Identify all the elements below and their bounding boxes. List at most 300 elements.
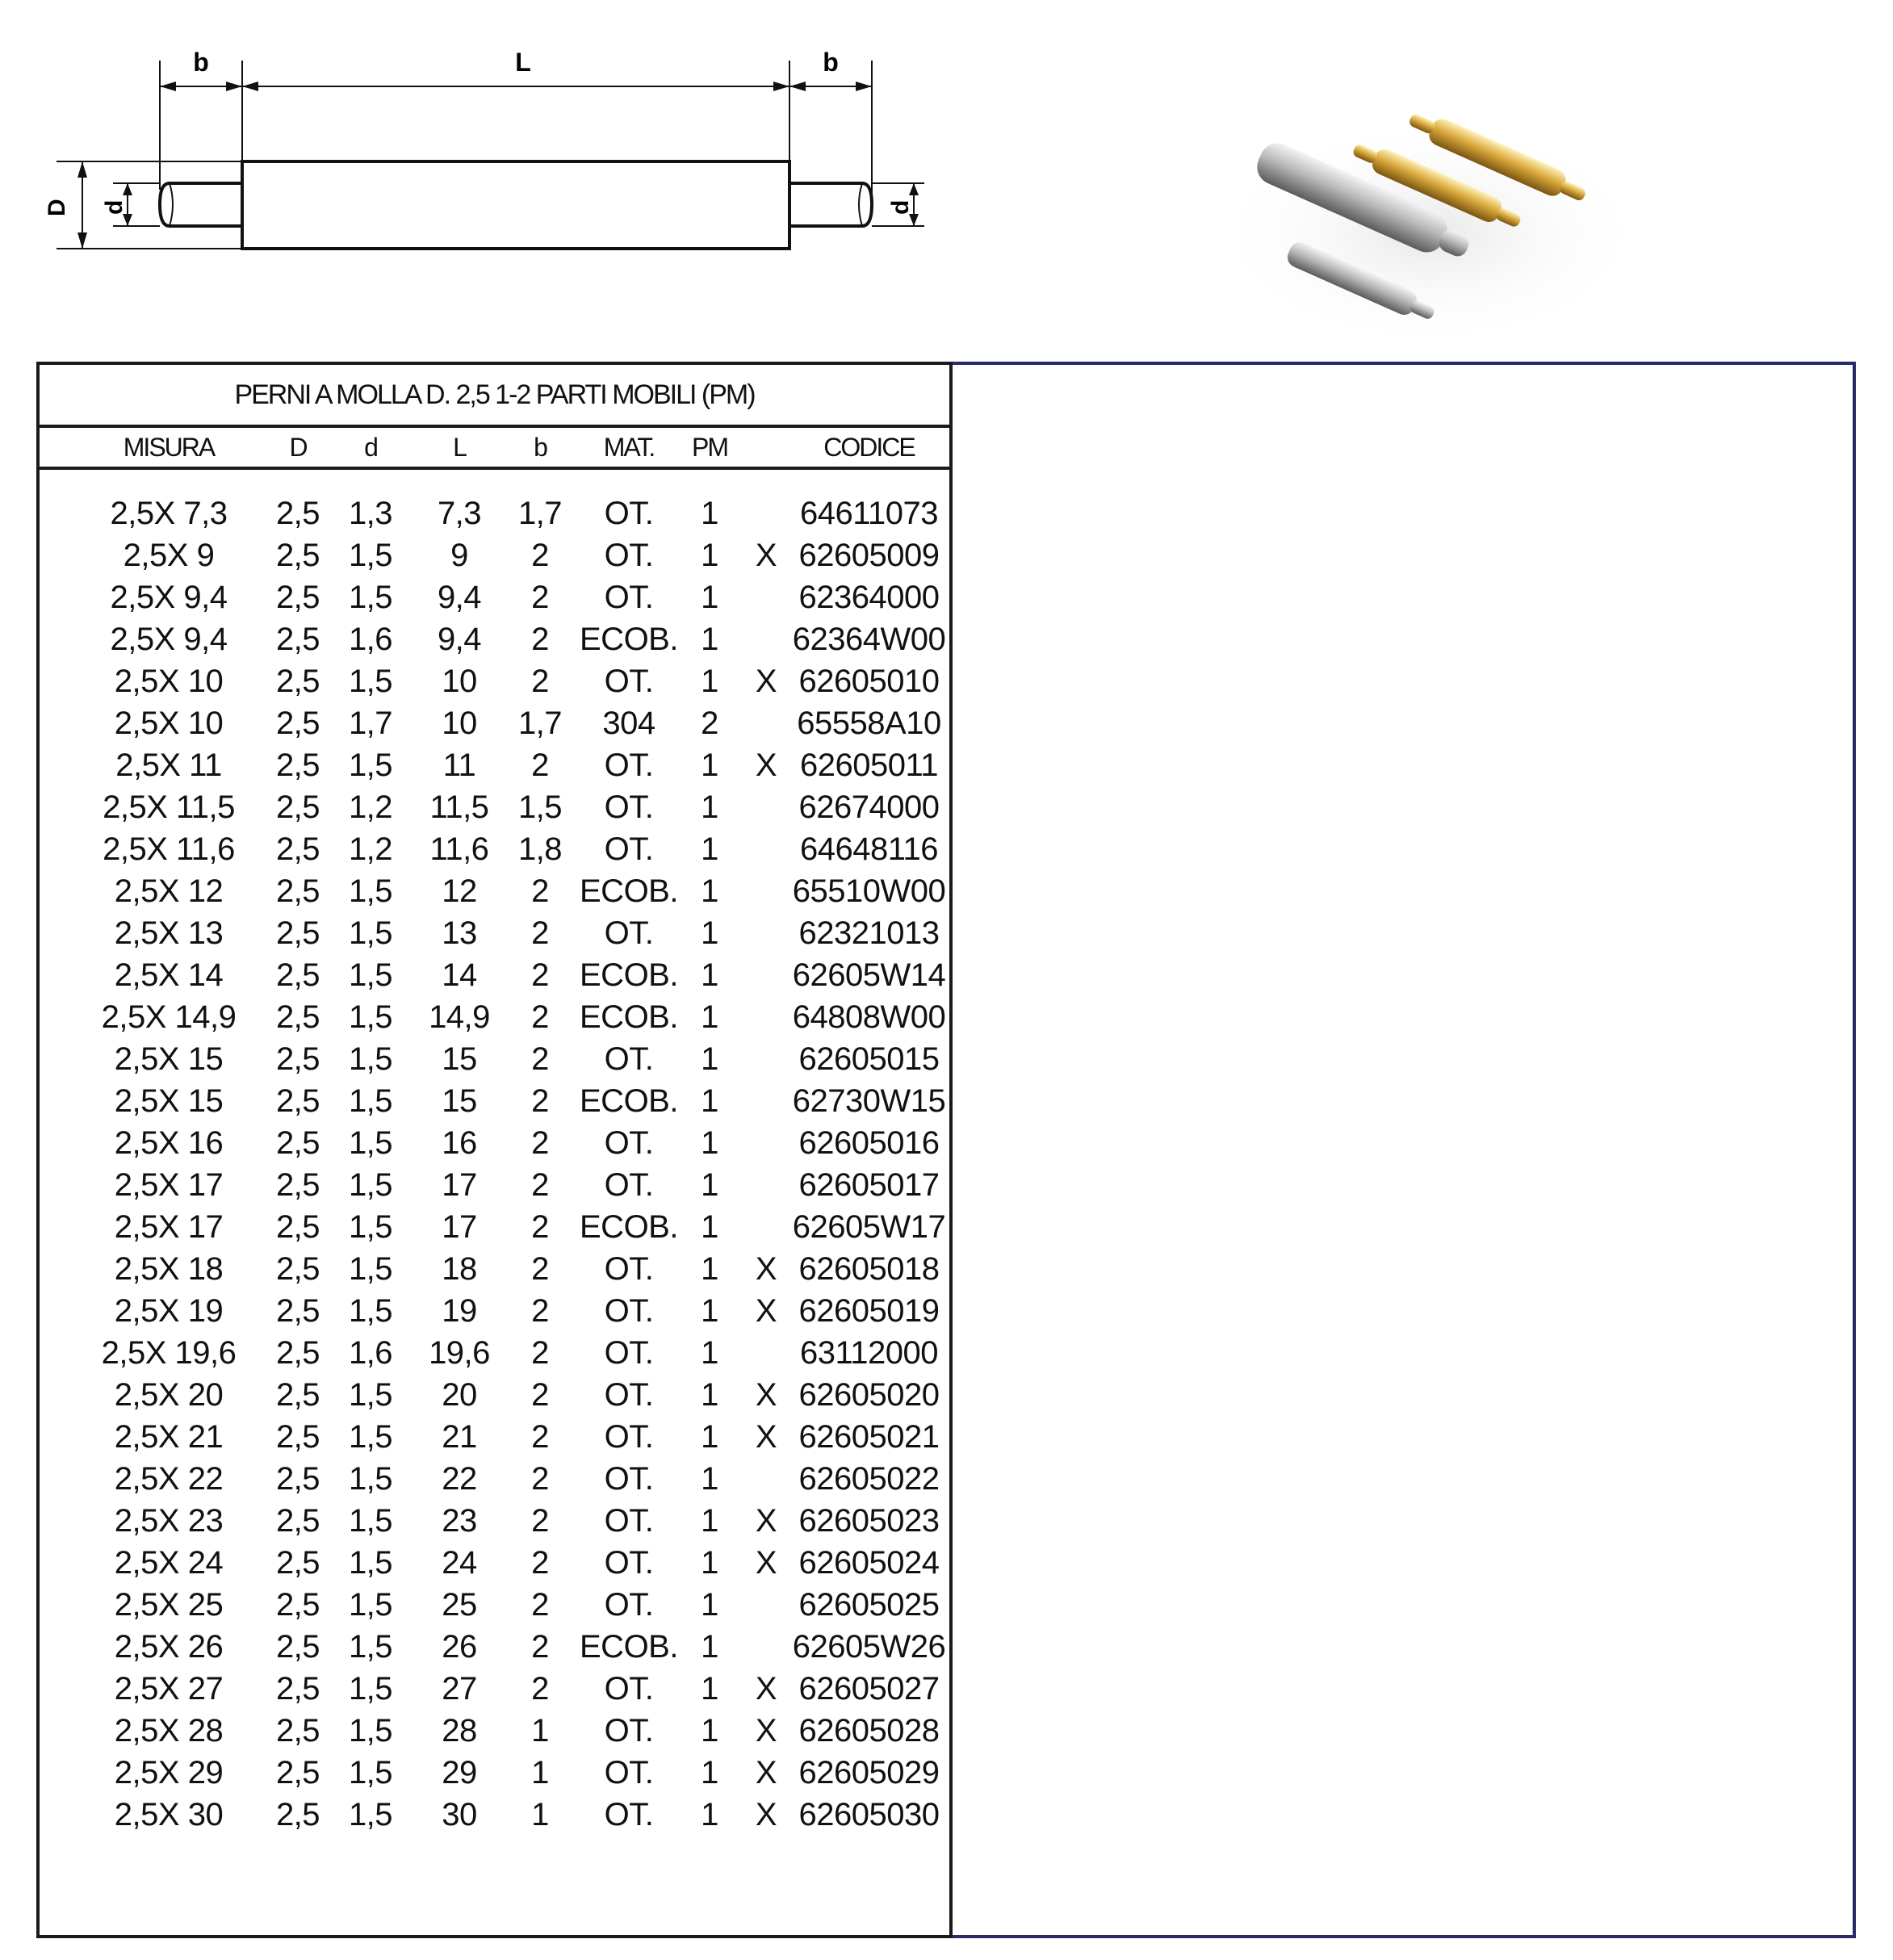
spring-bars-photo (1211, 97, 1663, 363)
cell-D: 2,5 (275, 1167, 320, 1203)
cell-mat: OT. (604, 496, 654, 531)
cell-x-mark: X (755, 1713, 777, 1749)
cell-D: 2,5 (275, 999, 320, 1035)
table-row (40, 1418, 949, 1460)
table-row (40, 1292, 949, 1334)
cell-D: 2,5 (275, 1251, 320, 1287)
table-row (40, 536, 949, 578)
cell-L: 27 (442, 1671, 477, 1707)
cell-codice: 62605027 (798, 1671, 940, 1707)
cell-misura: 2,5X 27 (114, 1671, 224, 1707)
cell-b: 2 (531, 748, 549, 783)
cell-x-mark: X (755, 1377, 777, 1413)
cell-mat: OT. (604, 1587, 654, 1623)
cell-D: 2,5 (275, 1083, 320, 1119)
col-header-codice: CODICE (823, 433, 915, 462)
cell-b: 2 (531, 1209, 549, 1245)
cell-d: 1,5 (348, 1419, 393, 1455)
cell-D: 2,5 (275, 580, 320, 615)
cell-pm: 1 (701, 1335, 718, 1371)
cell-misura: 2,5X 23 (114, 1503, 224, 1539)
cell-d: 1,2 (348, 789, 393, 825)
cell-misura: 2,5X 15 (114, 1083, 224, 1119)
cell-misura: 2,5X 10 (114, 664, 224, 699)
dim-b-right-label: b (823, 48, 839, 77)
cell-L: 19 (442, 1293, 477, 1329)
cell-mat: OT. (604, 748, 654, 783)
cell-pm: 1 (701, 1167, 718, 1203)
cell-codice: 62364W00 (792, 622, 946, 657)
cell-codice: 62605020 (798, 1377, 940, 1413)
cell-codice: 62321013 (798, 915, 940, 951)
cell-codice: 62605030 (798, 1797, 940, 1832)
cell-codice: 62605017 (798, 1167, 940, 1203)
cell-codice: 62605016 (798, 1125, 940, 1161)
cell-D: 2,5 (275, 915, 320, 951)
cell-mat: OT. (604, 1125, 654, 1161)
cell-d: 1,5 (348, 1797, 393, 1832)
cell-misura: 2,5X 24 (114, 1545, 224, 1581)
table-row (40, 1124, 949, 1166)
cell-codice: 62605W14 (792, 957, 946, 993)
cell-d: 1,5 (348, 1713, 393, 1749)
dim-b-left-label: b (193, 48, 209, 77)
col-header-d: d (364, 433, 377, 462)
cell-codice: 62605022 (798, 1461, 940, 1497)
cell-misura: 2,5X 28 (114, 1713, 224, 1749)
col-header-misura: MISURA (123, 433, 215, 462)
cell-D: 2,5 (275, 1461, 320, 1497)
col-header-D: D (289, 433, 307, 462)
cell-misura: 2,5X 21 (114, 1419, 224, 1455)
cell-mat: OT. (604, 1167, 654, 1203)
cell-L: 20 (442, 1377, 477, 1413)
cell-D: 2,5 (275, 1755, 320, 1790)
cell-pm: 1 (701, 1293, 718, 1329)
cell-L: 21 (442, 1419, 477, 1455)
cell-mat: OT. (604, 1503, 654, 1539)
cell-L: 23 (442, 1503, 477, 1539)
cell-mat: OT. (604, 1293, 654, 1329)
cell-b: 2 (531, 580, 549, 615)
cell-D: 2,5 (275, 748, 320, 783)
cell-L: 16 (442, 1125, 477, 1161)
cell-pm: 1 (701, 915, 718, 951)
cell-codice: 62605024 (798, 1545, 940, 1581)
cell-b: 2 (531, 1167, 549, 1203)
cell-mat: ECOB. (580, 999, 678, 1035)
cell-D: 2,5 (275, 1713, 320, 1749)
cell-d: 1,5 (348, 1125, 393, 1161)
cell-x-mark: X (755, 1671, 777, 1707)
cell-mat: OT. (604, 664, 654, 699)
cell-L: 14,9 (429, 999, 490, 1035)
cell-D: 2,5 (275, 1209, 320, 1245)
cell-codice: 62674000 (798, 789, 940, 825)
cell-pm: 1 (701, 873, 718, 909)
cell-codice: 65558A10 (797, 706, 941, 741)
cell-x-mark: X (755, 664, 777, 699)
cell-pm: 1 (701, 1251, 718, 1287)
dim-D-label: D (44, 199, 70, 216)
cell-d: 1,5 (348, 664, 393, 699)
table-row (40, 620, 949, 662)
cell-D: 2,5 (275, 1293, 320, 1329)
cell-L: 9,4 (437, 622, 482, 657)
cell-pm: 1 (701, 1545, 718, 1581)
cell-x-mark: X (755, 748, 777, 783)
cell-codice: 65510W00 (792, 873, 946, 909)
cell-x-mark: X (755, 1797, 777, 1832)
table-row (40, 1711, 949, 1753)
cell-mat: OT. (604, 538, 654, 573)
cell-mat: ECOB. (580, 1209, 678, 1245)
cell-mat: OT. (604, 1251, 654, 1287)
cell-codice: 62605025 (798, 1587, 940, 1623)
cell-mat: ECOB. (580, 1083, 678, 1119)
cell-L: 11,6 (429, 831, 489, 867)
cell-mat: OT. (604, 1713, 654, 1749)
cell-codice: 62605011 (800, 748, 938, 783)
cell-pm: 1 (701, 1461, 718, 1497)
cell-pm: 1 (701, 1713, 718, 1749)
cell-pm: 1 (701, 1419, 718, 1455)
cell-x-mark: X (755, 538, 777, 573)
cell-D: 2,5 (275, 789, 320, 825)
cell-pm: 2 (701, 706, 718, 741)
cell-L: 18 (442, 1251, 477, 1287)
cell-D: 2,5 (275, 538, 320, 573)
dim-L-label: L (515, 48, 531, 77)
table-row (40, 1082, 949, 1124)
cell-misura: 2,5X 11 (115, 748, 222, 783)
cell-pm: 1 (701, 831, 718, 867)
cell-b: 2 (531, 1587, 549, 1623)
cell-b: 2 (531, 1545, 549, 1581)
cell-d: 1,3 (348, 496, 393, 531)
cell-b: 2 (531, 664, 549, 699)
cell-mat: ECOB. (580, 1629, 678, 1665)
cell-b: 2 (531, 538, 549, 573)
cell-b: 2 (531, 1041, 549, 1077)
cell-d: 1,5 (348, 1503, 393, 1539)
cell-L: 26 (442, 1629, 477, 1665)
cell-misura: 2,5X 22 (114, 1461, 224, 1497)
cell-b: 1,8 (517, 831, 563, 867)
cell-codice: 62605018 (798, 1251, 940, 1287)
cell-L: 30 (442, 1797, 477, 1832)
cell-D: 2,5 (275, 1041, 320, 1077)
table-row (40, 914, 949, 956)
cell-codice: 62605009 (798, 538, 940, 573)
table-row (40, 788, 949, 830)
cell-mat: 304 (602, 706, 655, 741)
cell-x-mark: X (755, 1755, 777, 1790)
table-row (40, 1585, 949, 1627)
cell-x-mark: X (755, 1503, 777, 1539)
cell-L: 11,5 (429, 789, 489, 825)
cell-pm: 1 (701, 1503, 718, 1539)
cell-codice: 62605W17 (792, 1209, 946, 1245)
cell-x-mark: X (755, 1545, 777, 1581)
table-row (40, 704, 949, 746)
dim-d-right-label: d (887, 199, 914, 215)
cell-d: 1,5 (348, 1587, 393, 1623)
cell-b: 1 (531, 1713, 549, 1749)
cell-mat: OT. (604, 1797, 654, 1832)
cell-d: 1,5 (348, 999, 393, 1035)
cell-x-mark: X (755, 1419, 777, 1455)
cell-misura: 2,5X 12 (114, 873, 224, 909)
table-row (40, 1208, 949, 1250)
cell-b: 2 (531, 915, 549, 951)
cell-misura: 2,5X 9,4 (110, 622, 228, 657)
cell-mat: OT. (604, 1377, 654, 1413)
cell-mat: OT. (604, 1419, 654, 1455)
cell-b: 2 (531, 873, 549, 909)
cell-misura: 2,5X 17 (114, 1209, 224, 1245)
table-row (40, 1376, 949, 1418)
cell-b: 2 (531, 622, 549, 657)
table-row (40, 1753, 949, 1795)
col-header-pm: PM (692, 433, 727, 462)
cell-d: 1,5 (348, 1083, 393, 1119)
cell-L: 17 (442, 1167, 477, 1203)
cell-L: 14 (442, 957, 477, 993)
cell-d: 1,5 (348, 1545, 393, 1581)
cell-codice: 63112000 (800, 1335, 938, 1371)
cell-b: 1,5 (517, 789, 563, 825)
cell-pm: 1 (701, 1755, 718, 1790)
cell-pm: 1 (701, 1797, 718, 1832)
table-row (40, 830, 949, 872)
cell-L: 12 (442, 873, 477, 909)
table-body (40, 494, 949, 1837)
cell-L: 15 (442, 1083, 477, 1119)
cell-D: 2,5 (275, 706, 320, 741)
cell-mat: OT. (604, 1335, 654, 1371)
cell-pm: 1 (701, 1671, 718, 1707)
cell-L: 11 (442, 748, 476, 783)
cell-L: 15 (442, 1041, 477, 1077)
cell-codice: 62605021 (798, 1419, 940, 1455)
cell-D: 2,5 (275, 1587, 320, 1623)
cell-L: 17 (442, 1209, 477, 1245)
cell-d: 1,5 (348, 1209, 393, 1245)
cell-b: 1,7 (517, 496, 563, 531)
spring-bar-table (36, 362, 953, 1938)
cell-mat: OT. (604, 915, 654, 951)
table-row (40, 494, 949, 536)
cell-D: 2,5 (275, 1335, 320, 1371)
cell-d: 1,5 (348, 1377, 393, 1413)
cell-D: 2,5 (275, 1629, 320, 1665)
cell-misura: 2,5X 30 (114, 1797, 224, 1832)
table-row (40, 956, 949, 998)
table-row (40, 662, 949, 704)
cell-D: 2,5 (275, 1545, 320, 1581)
cell-b: 2 (531, 1125, 549, 1161)
cell-d: 1,6 (348, 622, 393, 657)
cell-b: 2 (531, 1335, 549, 1371)
cell-misura: 2,5X 10 (114, 706, 224, 741)
cell-mat: OT. (604, 1671, 654, 1707)
cell-misura: 2,5X 15 (114, 1041, 224, 1077)
cell-D: 2,5 (275, 1125, 320, 1161)
pin-dimension-diagram (40, 32, 953, 266)
cell-L: 22 (442, 1461, 477, 1497)
cell-L: 25 (442, 1587, 477, 1623)
col-header-b: b (534, 433, 547, 462)
cell-L: 9 (450, 538, 468, 573)
cell-L: 7,3 (437, 496, 482, 531)
table-row (40, 1460, 949, 1501)
cell-misura: 2,5X 14,9 (101, 999, 237, 1035)
table-row (40, 1250, 949, 1292)
cell-b: 2 (531, 1461, 549, 1497)
table-row (40, 1669, 949, 1711)
cell-pm: 1 (701, 1209, 718, 1245)
cell-d: 1,5 (348, 1251, 393, 1287)
cell-D: 2,5 (275, 622, 320, 657)
cell-pm: 1 (701, 957, 718, 993)
table-row (40, 1501, 949, 1543)
col-header-mat: MAT. (603, 433, 655, 462)
cell-L: 29 (442, 1755, 477, 1790)
cell-D: 2,5 (275, 1503, 320, 1539)
cell-pm: 1 (701, 1125, 718, 1161)
cell-pm: 1 (701, 748, 718, 783)
cell-codice: 62364000 (798, 580, 940, 615)
cell-mat: OT. (604, 1461, 654, 1497)
cell-d: 1,5 (348, 1461, 393, 1497)
cell-codice: 62605028 (798, 1713, 940, 1749)
cell-D: 2,5 (275, 664, 320, 699)
cell-b: 2 (531, 999, 549, 1035)
cell-b: 1,7 (517, 706, 563, 741)
dim-d-left-label: d (101, 199, 128, 215)
cell-D: 2,5 (275, 957, 320, 993)
cell-b: 2 (531, 1377, 549, 1413)
table-row (40, 578, 949, 620)
cell-d: 1,5 (348, 873, 393, 909)
cell-misura: 2,5X 16 (114, 1125, 224, 1161)
cell-pm: 1 (701, 1083, 718, 1119)
cell-misura: 2,5X 26 (114, 1629, 224, 1665)
cell-D: 2,5 (275, 1377, 320, 1413)
table-row (40, 746, 949, 788)
cell-d: 1,5 (348, 748, 393, 783)
cell-x-mark: X (755, 1293, 777, 1329)
cell-d: 1,7 (348, 706, 393, 741)
cell-b: 2 (531, 1083, 549, 1119)
cell-mat: OT. (604, 580, 654, 615)
cell-D: 2,5 (275, 873, 320, 909)
cell-d: 1,2 (348, 831, 393, 867)
table-header-row (40, 428, 949, 470)
cell-misura: 2,5X 13 (114, 915, 224, 951)
cell-L: 10 (442, 664, 477, 699)
cell-pm: 1 (701, 1377, 718, 1413)
cell-misura: 2,5X 9,4 (110, 580, 228, 615)
table-row (40, 1795, 949, 1837)
cell-misura: 2,5X 29 (114, 1755, 224, 1790)
cell-codice: 64611073 (800, 496, 938, 531)
cell-d: 1,5 (348, 915, 393, 951)
cell-x-mark: X (755, 1251, 777, 1287)
cell-misura: 2,5X 11,6 (103, 831, 235, 867)
cell-b: 2 (531, 1419, 549, 1455)
cell-d: 1,5 (348, 1167, 393, 1203)
cell-b: 2 (531, 1629, 549, 1665)
cell-b: 2 (531, 1671, 549, 1707)
cell-d: 1,5 (348, 580, 393, 615)
cell-mat: OT. (604, 1041, 654, 1077)
cell-D: 2,5 (275, 1797, 320, 1832)
cell-misura: 2,5X 11,5 (103, 789, 235, 825)
cell-pm: 1 (701, 580, 718, 615)
table-row (40, 1040, 949, 1082)
cell-b: 2 (531, 1503, 549, 1539)
cell-mat: ECOB. (580, 957, 678, 993)
cell-misura: 2,5X 19 (114, 1293, 224, 1329)
cell-codice: 64648116 (800, 831, 938, 867)
cell-misura: 2,5X 18 (114, 1251, 224, 1287)
cell-pm: 1 (701, 1041, 718, 1077)
cell-D: 2,5 (275, 1671, 320, 1707)
cell-L: 28 (442, 1713, 477, 1749)
cell-d: 1,5 (348, 1755, 393, 1790)
cell-mat: OT. (604, 831, 654, 867)
cell-pm: 1 (701, 1587, 718, 1623)
cell-d: 1,5 (348, 1041, 393, 1077)
cell-codice: 64808W00 (792, 999, 946, 1035)
cell-L: 10 (442, 706, 477, 741)
cell-misura: 2,5X 9 (123, 538, 215, 573)
cell-codice: 62605015 (798, 1041, 940, 1077)
cell-b: 2 (531, 957, 549, 993)
cell-mat: OT. (604, 1545, 654, 1581)
cell-mat: ECOB. (580, 622, 678, 657)
table-row (40, 998, 949, 1040)
cell-b: 1 (531, 1755, 549, 1790)
cell-L: 9,4 (437, 580, 482, 615)
cell-codice: 62730W15 (792, 1083, 946, 1119)
table-row (40, 1627, 949, 1669)
cell-d: 1,5 (348, 1671, 393, 1707)
cell-L: 19,6 (429, 1335, 490, 1371)
cell-misura: 2,5X 25 (114, 1587, 224, 1623)
cell-misura: 2,5X 14 (114, 957, 224, 993)
cell-mat: ECOB. (580, 873, 678, 909)
cell-b: 2 (531, 1251, 549, 1287)
cell-d: 1,5 (348, 1293, 393, 1329)
table-row (40, 872, 949, 914)
cell-pm: 1 (701, 538, 718, 573)
cell-d: 1,5 (348, 1629, 393, 1665)
cell-pm: 1 (701, 789, 718, 825)
table-row (40, 1543, 949, 1585)
cell-d: 1,6 (348, 1335, 393, 1371)
cell-misura: 2,5X 19,6 (101, 1335, 237, 1371)
cell-mat: OT. (604, 1755, 654, 1790)
cell-misura: 2,5X 17 (114, 1167, 224, 1203)
cell-misura: 2,5X 7,3 (110, 496, 228, 531)
cell-pm: 1 (701, 1629, 718, 1665)
cell-mat: OT. (604, 789, 654, 825)
cell-b: 1 (531, 1797, 549, 1832)
cell-misura: 2,5X 20 (114, 1377, 224, 1413)
